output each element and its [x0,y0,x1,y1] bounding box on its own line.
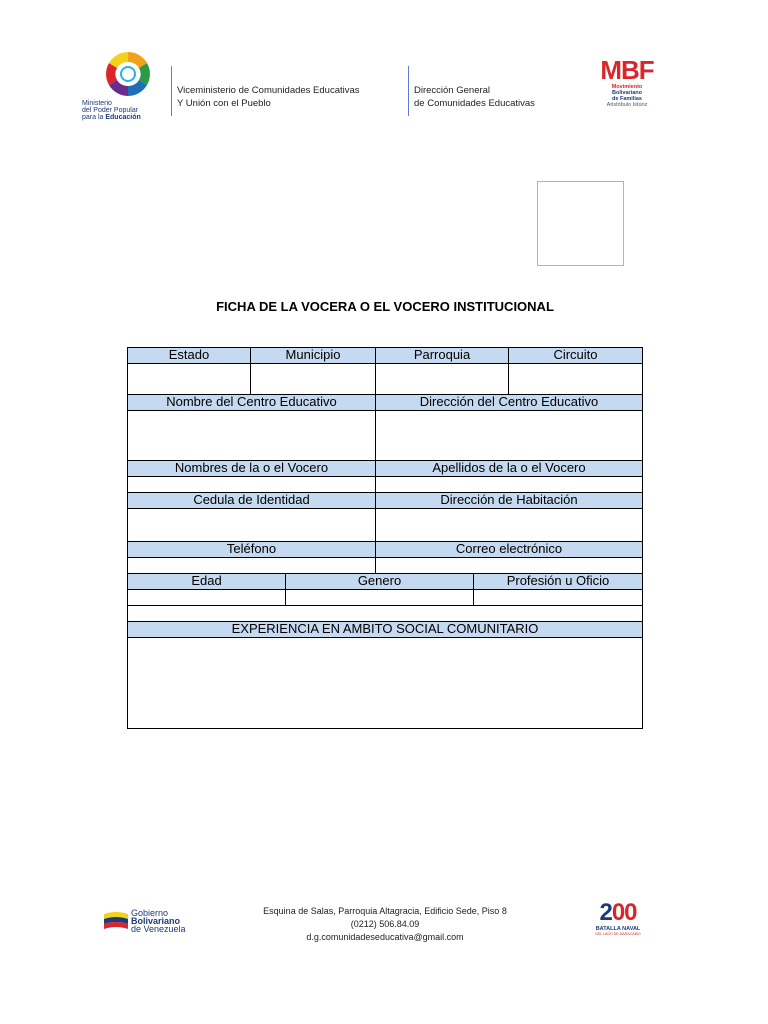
mbf-logo-line2: Bolivariano [612,90,642,96]
field-experiencia[interactable] [128,638,642,728]
vice-ministry-line1: Viceministerio de Comunidades Educativas [177,85,360,96]
header-divider-1 [171,66,172,116]
direction-line1: Dirección General [414,85,491,96]
footer-address: Esquina de Salas, Parroquia Altagracia, Edificio Sede, Piso 8 [263,906,507,916]
form-row-spacer [127,605,643,621]
field-genero[interactable] [286,590,474,605]
field-apellidos-vocero[interactable] [376,477,642,492]
form-row-personal-fields [127,589,643,605]
field-circuito[interactable] [509,364,642,394]
form-row-location-headers [127,347,643,363]
header-profesion: Profesión u Oficio [474,574,642,589]
form-row-center-fields [127,410,643,460]
battle-logo-line1: BATALLA NAVAL [595,926,641,932]
vice-ministry-line2: Y Unión con el Pueblo [177,98,271,109]
header-direccion-centro: Dirección del Centro Educativo [376,395,642,410]
field-nombre-centro[interactable] [128,411,376,460]
header-telefono: Teléfono [128,542,376,557]
government-logo-line1: Gobierno [131,908,169,918]
form-row-name-headers [127,460,643,476]
header-divider-2 [408,66,409,116]
direction-text [414,84,584,110]
header-apellidos-vocero: Apellidos de la o el Vocero [376,461,642,476]
mbf-logo-line3: de Familias [612,96,642,102]
battle-logo-number-b: 00 [611,899,637,926]
mbf-logo [594,56,660,122]
form-row-id-fields [127,508,643,541]
field-municipio[interactable] [251,364,376,394]
ministry-logo-line2: del Poder Popular [82,107,139,114]
header-nombre-centro: Nombre del Centro Educativo [128,395,376,410]
battle-logo-number-a: 2 [599,899,612,926]
direction-line2: de Comunidades Educativas [414,98,535,109]
form-row-experience-header [127,621,643,637]
battle-logo-line2: DEL LAGO DE MARACAIBO [595,932,641,936]
form-row-location-fields [127,363,643,394]
footer-phone: (0212) 506.84.09 [350,919,420,929]
header-municipio: Municipio [251,348,376,363]
vice-ministry-text [177,84,402,110]
ministry-logo-text [82,100,162,121]
header-experiencia: EXPERIENCIA EN AMBITO SOCIAL COMUNITARIO [128,622,642,637]
field-estado[interactable] [128,364,251,394]
field-spacer [128,606,642,621]
field-parroquia[interactable] [376,364,509,394]
field-direccion-centro[interactable] [376,411,642,460]
ministry-logo-line1: Ministerio [82,100,112,107]
header-parroquia: Parroquia [376,348,509,363]
ministry-logo-line3: para la [82,114,104,121]
header-estado: Estado [128,348,251,363]
form-row-contact-headers [127,541,643,557]
field-correo[interactable] [376,558,642,573]
header-direccion-habitacion: Dirección de Habitación [376,493,642,508]
header-correo: Correo electrónico [376,542,642,557]
ministry-logo-highlight: Educación [105,114,141,121]
government-logo [103,907,193,937]
vocero-form [127,347,643,729]
header-nombres-vocero: Nombres de la o el Vocero [128,461,376,476]
government-logo-line2: Bolivariano [131,916,181,926]
government-logo-line3: de Venezuela [131,924,186,934]
field-direccion-habitacion[interactable] [376,509,642,541]
field-cedula[interactable] [128,509,376,541]
battle-logo-number [588,900,648,926]
header-genero: Genero [286,574,474,589]
form-row-personal-headers [127,573,643,589]
footer-email: d.g.comunidadeseducativa@gmail.com [306,932,464,942]
mbf-logo-mark: MBF [600,55,654,85]
form-row-id-headers [127,492,643,508]
form-row-experience-field [127,637,643,729]
form-row-center-headers [127,394,643,410]
battle-anniversary-logo [588,900,648,942]
mbf-logo-line4: Aristóbulo Istúriz [606,102,648,108]
header-cedula: Cedula de Identidad [128,493,376,508]
field-telefono[interactable] [128,558,376,573]
venezuela-flag-icon [103,910,129,932]
mbf-logo-line1: Movimiento [611,84,643,90]
header-edad: Edad [128,574,286,589]
field-nombres-vocero[interactable] [128,477,376,492]
field-edad[interactable] [128,590,286,605]
field-profesion[interactable] [474,590,642,605]
government-logo-text [131,909,186,933]
header-circuito: Circuito [509,348,642,363]
footer-contact [230,905,540,944]
form-row-contact-fields [127,557,643,573]
photo-box [537,181,624,266]
form-title: FICHA DE LA VOCERA O EL VOCERO INSTITUCIONAL [216,299,554,314]
form-row-name-fields [127,476,643,492]
